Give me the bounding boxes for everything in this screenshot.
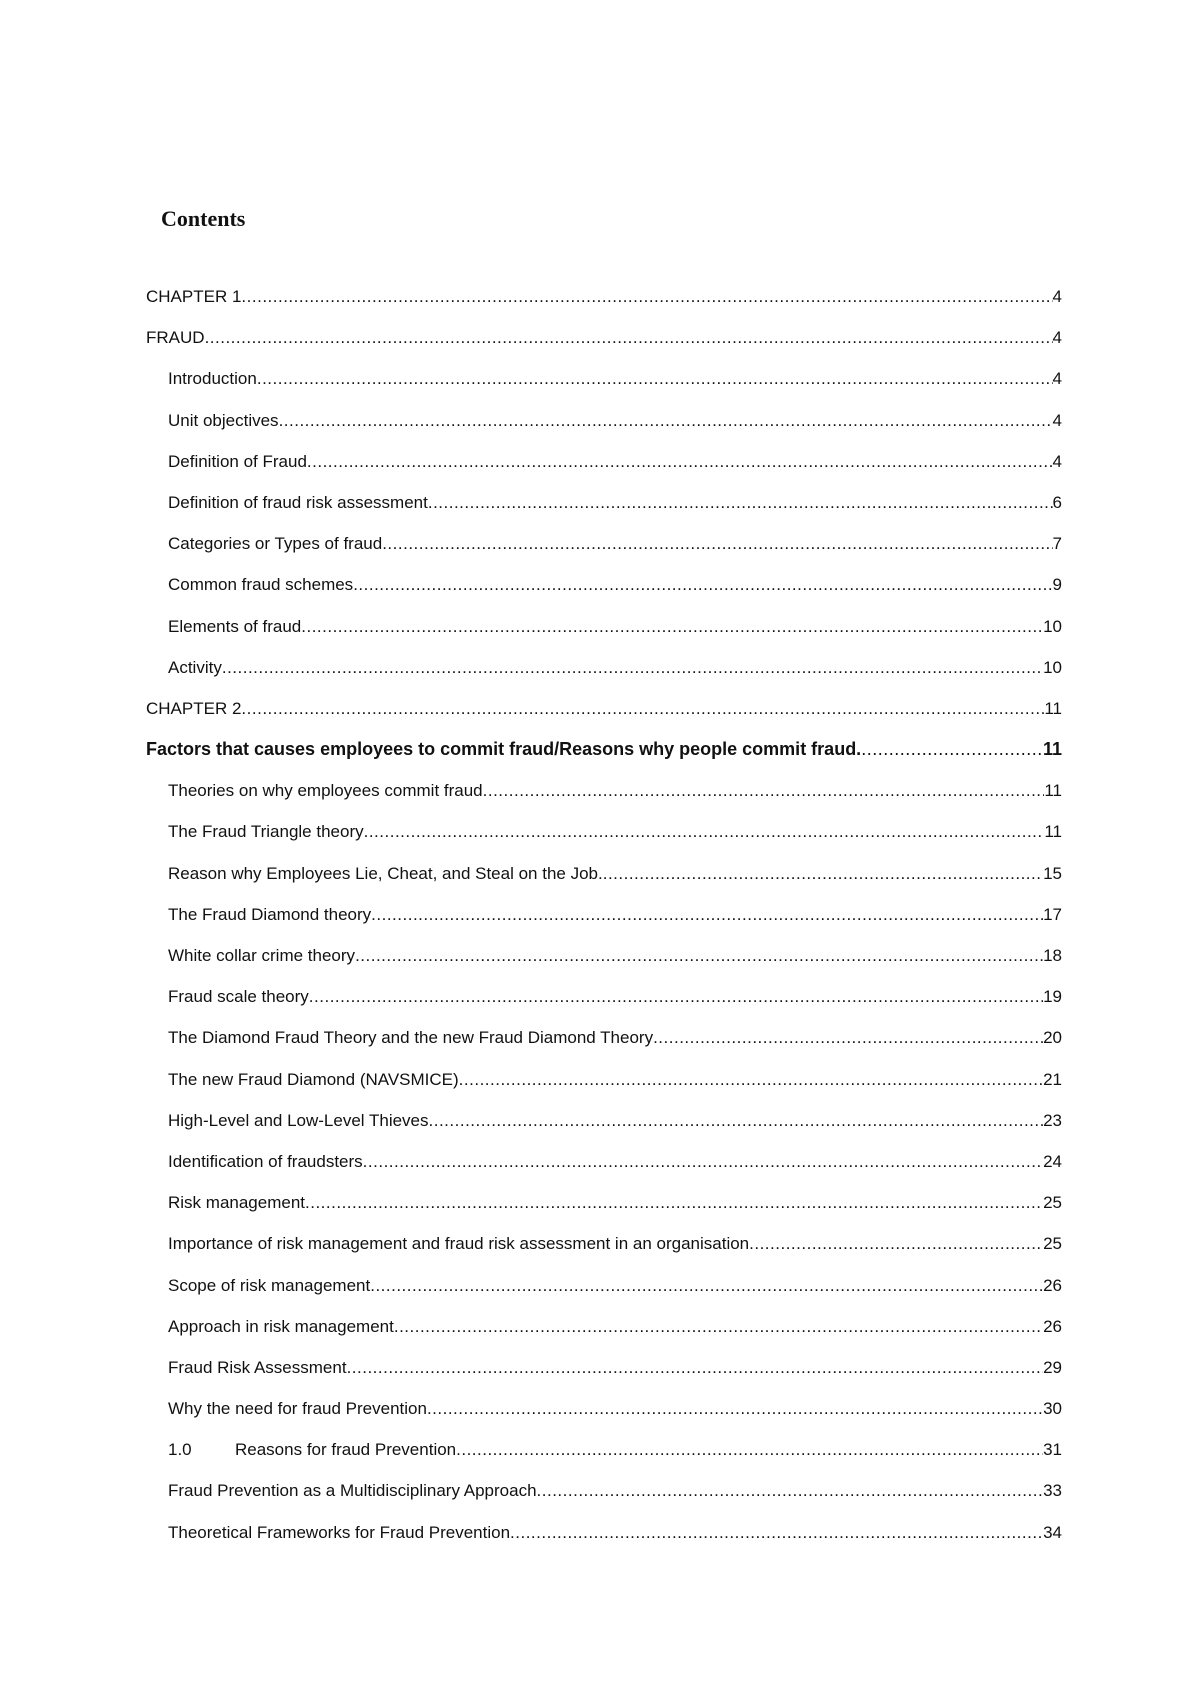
toc-entry[interactable] [146, 1306, 1062, 1347]
toc-dot-leader [483, 770, 1045, 811]
toc-page-number: 31 [1043, 1440, 1062, 1460]
toc-page-number: 4 [1052, 451, 1062, 471]
toc-dot-leader [205, 317, 1053, 358]
toc-entry[interactable] [146, 1470, 1062, 1511]
toc-dot-leader [363, 1141, 1043, 1182]
toc-entry[interactable] [146, 647, 1062, 688]
toc-entry[interactable] [146, 729, 1062, 770]
toc-entry[interactable] [146, 894, 1062, 935]
toc-dot-leader [382, 523, 1052, 564]
toc-entry[interactable] [146, 853, 1062, 894]
toc-dot-leader [307, 441, 1053, 482]
toc-page-number: 21 [1043, 1069, 1062, 1089]
toc-entry-title: Fraud Prevention as a Multidisciplinary Approach [168, 1481, 537, 1501]
toc-dot-leader [394, 1306, 1043, 1347]
toc-page-number: 17 [1043, 904, 1062, 924]
toc-entry[interactable] [146, 1512, 1062, 1553]
toc-entry-title: Why the need for fraud Prevention [168, 1399, 427, 1419]
toc-entry[interactable] [146, 1265, 1062, 1306]
toc-page-number: 15 [1043, 863, 1062, 883]
toc-page-number: 20 [1043, 1028, 1062, 1048]
toc-entry[interactable] [146, 317, 1062, 358]
toc-dot-leader [364, 811, 1045, 852]
toc-entry-title: Introduction [168, 369, 257, 389]
toc-dot-leader [347, 1347, 1044, 1388]
toc-entry-title: The new Fraud Diamond (NAVSMICE) [168, 1069, 459, 1089]
toc-dot-leader [456, 1429, 1043, 1470]
toc-page-number: 7 [1052, 534, 1062, 554]
toc-page-number: 11 [1044, 698, 1062, 718]
toc-entry-title: Factors that causes employees to commit fraud/Reasons why people commit fraud. [146, 739, 862, 760]
toc-page-number: 4 [1052, 410, 1062, 430]
toc-dot-leader [428, 482, 1053, 523]
toc-dot-leader [222, 647, 1043, 688]
toc-entry-title: Importance of risk management and fraud risk assessment in an organisation [168, 1234, 750, 1254]
toc-entry[interactable] [146, 564, 1062, 605]
toc-dot-leader [510, 1512, 1043, 1553]
toc-entry[interactable] [146, 441, 1062, 482]
toc-dot-leader [749, 1223, 1043, 1264]
toc-dot-leader [301, 606, 1043, 647]
toc-dot-leader [861, 729, 1043, 770]
toc-entry-title: Unit objectives [168, 410, 279, 430]
toc-dot-leader [305, 1182, 1043, 1223]
toc-page-number: 11 [1044, 781, 1062, 801]
toc-entry-number: 1.0 [168, 1440, 192, 1460]
toc-page-number: 19 [1043, 987, 1062, 1007]
toc-entry[interactable] [146, 1182, 1062, 1223]
toc-dot-leader [241, 276, 1052, 317]
toc-entry[interactable] [146, 523, 1062, 564]
toc-entry[interactable] [146, 811, 1062, 852]
toc-entry-title: Scope of risk management [168, 1275, 371, 1295]
toc-dot-leader [537, 1470, 1044, 1511]
toc-entry[interactable] [146, 1388, 1062, 1429]
toc-entry-title: Approach in risk management [168, 1316, 394, 1336]
toc-entry[interactable] [146, 1347, 1062, 1388]
toc-page-number: 4 [1052, 328, 1062, 348]
toc-entry-title: Elements of fraud [168, 616, 302, 636]
toc-page-number: 23 [1043, 1110, 1062, 1130]
toc-page-number: 11 [1042, 739, 1062, 760]
toc-page-number: 11 [1044, 822, 1062, 842]
toc-page-number: 33 [1043, 1481, 1062, 1501]
toc-dot-leader [371, 894, 1043, 935]
toc-page-number: 24 [1043, 1151, 1062, 1171]
toc-entry-title: Common fraud schemes [168, 575, 354, 595]
toc-entry-title: The Fraud Triangle theory [168, 822, 364, 842]
toc-entry-title: High-Level and Low-Level Thieves [168, 1110, 429, 1130]
toc-dot-leader [370, 1265, 1043, 1306]
toc-entry[interactable] [146, 770, 1062, 811]
toc-dot-leader [653, 1017, 1043, 1058]
toc-entry[interactable] [146, 276, 1062, 317]
toc-page-number: 29 [1043, 1357, 1062, 1377]
toc-entry[interactable] [146, 1017, 1062, 1058]
toc-entry[interactable] [146, 1100, 1062, 1141]
page-title: Contents [161, 206, 246, 231]
toc-dot-leader [279, 400, 1053, 441]
toc-entry-title: CHAPTER 2 [146, 698, 242, 718]
toc-page-number: 9 [1052, 575, 1062, 595]
toc-entry-title: Fraud Risk Assessment [168, 1357, 347, 1377]
toc-page-number: 4 [1052, 287, 1062, 306]
toc-page-number: 4 [1052, 369, 1062, 389]
toc-entry[interactable] [146, 400, 1062, 441]
toc-entry-title: Reason why Employees Lie, Cheat, and Steal on the Job. [168, 863, 603, 883]
toc-entry[interactable] [146, 976, 1062, 1017]
toc-dot-leader [353, 564, 1052, 605]
table-of-contents [146, 276, 1062, 1553]
toc-entry[interactable] [146, 688, 1062, 729]
toc-dot-leader [309, 976, 1043, 1017]
toc-dot-leader [241, 688, 1044, 729]
toc-entry-title: FRAUD [146, 328, 205, 348]
toc-entry-title: CHAPTER 1 [146, 287, 242, 306]
toc-page-number: 30 [1043, 1399, 1062, 1419]
toc-entry-title: Categories or Types of fraud [168, 534, 383, 554]
toc-entry[interactable] [146, 606, 1062, 647]
toc-entry-title: The Diamond Fraud Theory and the new Fraud Diamond Theory [168, 1028, 654, 1048]
toc-entry[interactable] [146, 482, 1062, 523]
toc-page-number: 34 [1043, 1522, 1062, 1542]
toc-dot-leader [459, 1059, 1043, 1100]
toc-dot-leader [427, 1388, 1043, 1429]
toc-page-number: 6 [1052, 492, 1062, 512]
toc-entry-title: Theories on why employees commit fraud [168, 781, 483, 801]
toc-dot-leader [603, 853, 1043, 894]
toc-page-number: 18 [1043, 946, 1062, 965]
toc-dot-leader [257, 358, 1053, 399]
toc-entry-title: Activity [168, 657, 222, 677]
toc-entry[interactable] [146, 1429, 1062, 1470]
toc-entry[interactable] [146, 935, 1062, 976]
toc-page-number: 25 [1043, 1234, 1062, 1254]
toc-dot-leader [429, 1100, 1044, 1141]
toc-entry-title: Risk management [168, 1193, 306, 1213]
toc-entry[interactable] [146, 1059, 1062, 1100]
toc-entry[interactable] [146, 1223, 1062, 1264]
toc-entry-title: Theoretical Frameworks for Fraud Prevention [168, 1522, 511, 1542]
toc-page-number: 26 [1043, 1316, 1062, 1336]
toc-page-number: 10 [1043, 657, 1062, 677]
toc-entry-title: The Fraud Diamond theory [168, 904, 372, 924]
toc-page-number: 25 [1043, 1193, 1062, 1213]
toc-entry-title: Definition of fraud risk assessment [168, 492, 428, 512]
toc-page-number: 10 [1043, 616, 1062, 636]
toc-entry-title: Fraud scale theory [168, 987, 309, 1007]
toc-entry-title: White collar crime theory [168, 946, 356, 965]
toc-entry-title: Definition of Fraud [168, 451, 307, 471]
toc-page-number: 26 [1043, 1275, 1062, 1295]
toc-entry-title: Identification of fraudsters [168, 1151, 363, 1171]
toc-entry-title: Reasons for fraud Prevention [235, 1440, 457, 1460]
toc-entry[interactable] [146, 1141, 1062, 1182]
toc-entry[interactable] [146, 358, 1062, 399]
toc-dot-leader [355, 935, 1043, 976]
